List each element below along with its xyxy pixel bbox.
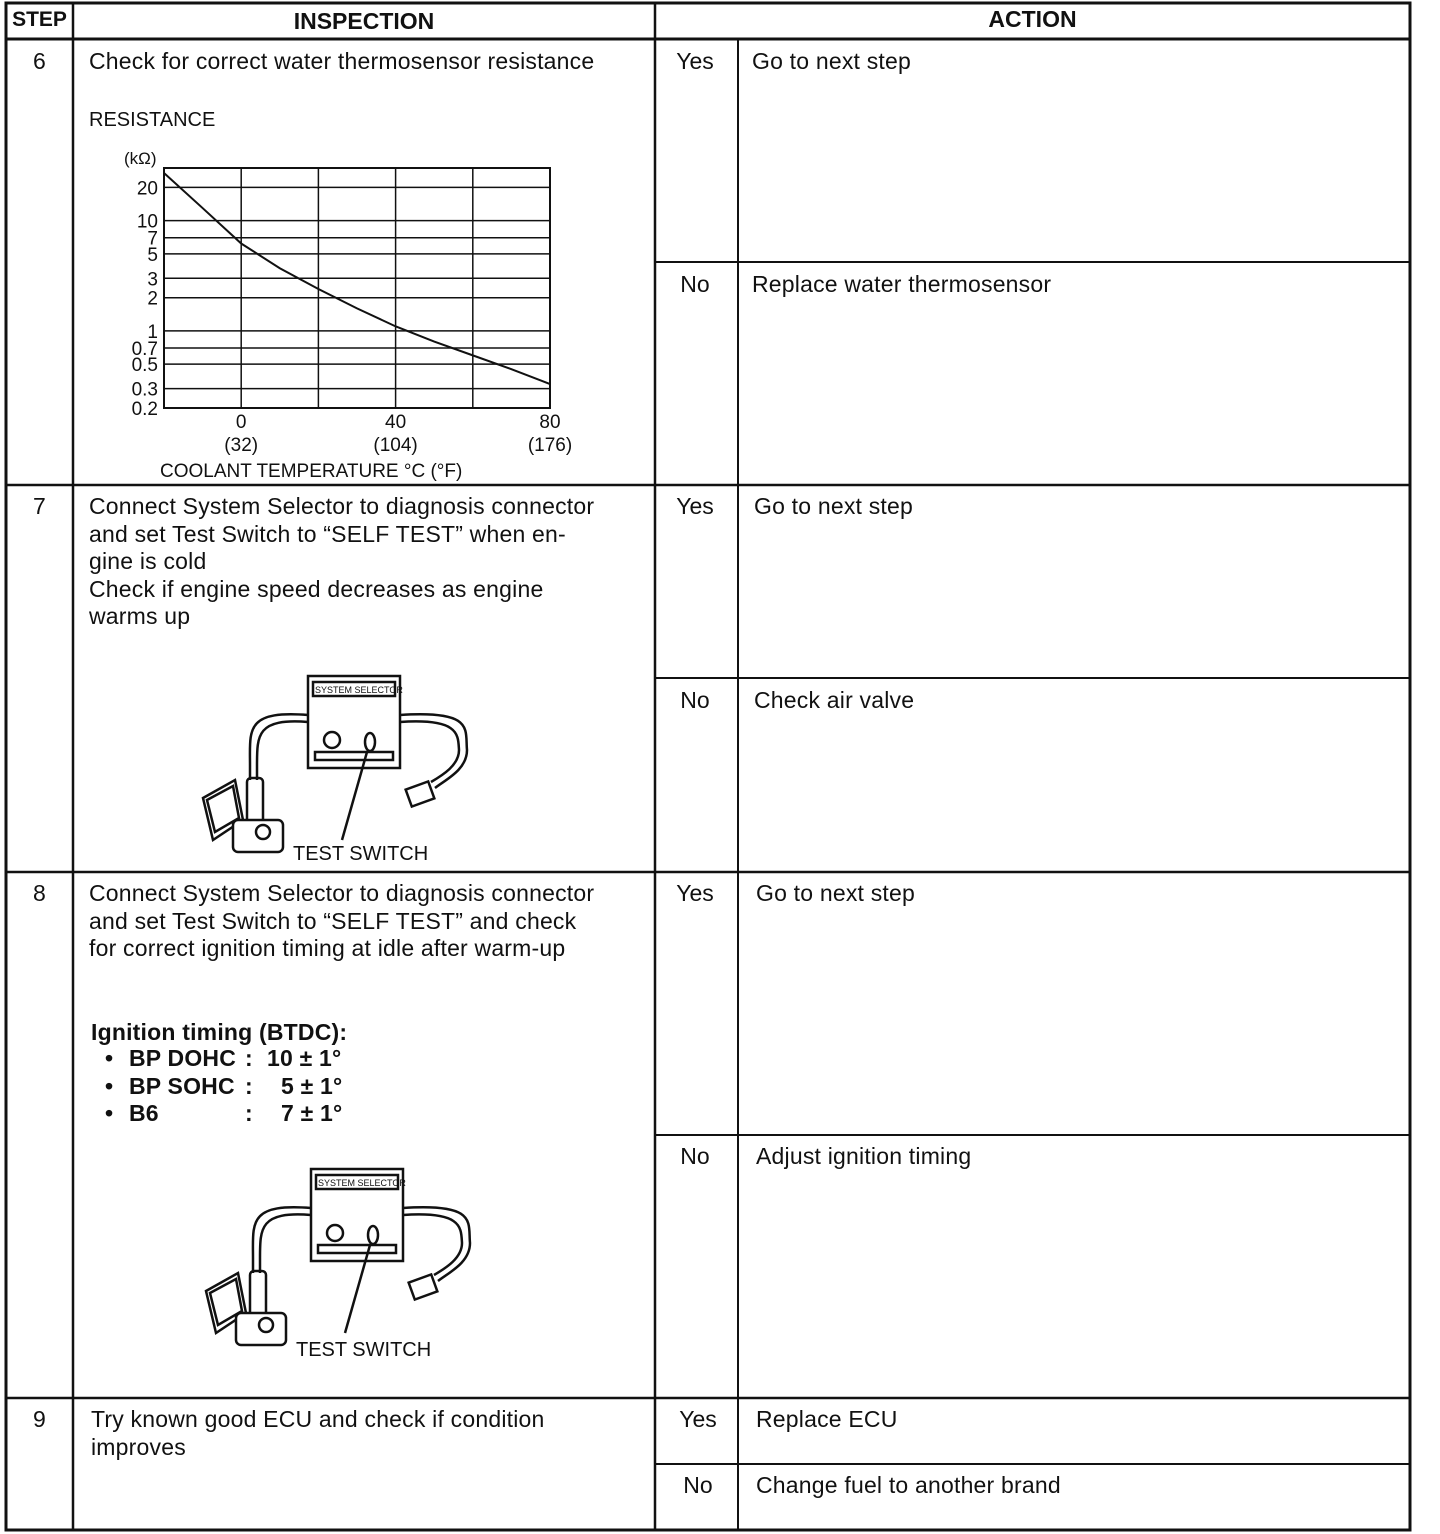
yes-action: Replace ECU: [756, 1406, 898, 1432]
timing-item: • BP SOHC : 5 ± 1°: [105, 1072, 343, 1099]
inspection-line: warms up: [89, 603, 191, 629]
no-action: Replace water thermosensor: [752, 271, 1052, 297]
timing-item: • BP DOHC : 10 ± 1°: [105, 1045, 342, 1071]
inspection-line: and set Test Switch to “SELF TEST” and check: [89, 907, 577, 934]
y-tick-label: 3: [147, 269, 158, 291]
inspection-line: for correct ignition timing at idle after warm-up: [89, 935, 566, 961]
inspection-text: [89, 493, 654, 631]
figure-label: TEST SWITCH: [293, 843, 429, 865]
chart-title: RESISTANCE: [89, 109, 216, 131]
inspection-line: Connect System Selector to diagnosis connector: [89, 880, 595, 906]
step-number: 7: [33, 493, 46, 519]
no-action: Change fuel to another brand: [756, 1472, 1061, 1498]
step-number: 9: [33, 1406, 46, 1432]
no-label: No: [680, 687, 710, 713]
y-tick-label: 2: [147, 288, 158, 310]
y-tick-label: 0.3: [131, 379, 158, 401]
y-tick-label: 5: [147, 244, 158, 266]
figure-label: TEST SWITCH: [296, 1339, 432, 1361]
timing-engine: BP DOHC: [129, 1045, 237, 1071]
y-tick-label: 0.5: [131, 355, 158, 377]
timing-engine: B6: [129, 1100, 159, 1126]
yes-label: Yes: [676, 48, 714, 74]
header-inspection: INSPECTION: [293, 8, 435, 34]
y-tick-label: 10: [136, 211, 158, 233]
resistance-chart: [100, 140, 620, 485]
yes-label: Yes: [679, 1406, 717, 1432]
timing-title: Ignition timing (BTDC):: [91, 1019, 348, 1045]
x-tick-label-f: (32): [224, 435, 259, 456]
timing-value: 10 ± 1°: [267, 1045, 342, 1071]
y-tick-label: 20: [136, 178, 158, 200]
system-selector-illustration: [198, 1163, 488, 1363]
step-number: 8: [33, 880, 46, 906]
inspection-line: and set Test Switch to “SELF TEST” when en-: [89, 520, 566, 547]
timing-engine: BP SOHC: [129, 1072, 235, 1099]
no-label: No: [683, 1472, 713, 1498]
timing-sep: :: [245, 1072, 253, 1099]
x-tick-label: 0: [235, 412, 247, 433]
inspection-line: gine is cold: [89, 548, 207, 574]
yes-action: Go to next step: [752, 48, 911, 74]
x-tick-label: 40: [385, 412, 407, 433]
x-tick-label-f: (176): [527, 435, 573, 456]
yes-action: Go to next step: [756, 880, 915, 906]
timing-list: [105, 1045, 342, 1128]
y-tick-label: 0.7: [131, 338, 158, 360]
x-axis-label: COOLANT TEMPERATURE °C (°F): [160, 461, 463, 482]
inspection-text: [91, 1406, 651, 1461]
chart-frame: [164, 168, 550, 408]
y-tick-label: 7: [147, 228, 158, 250]
no-action: Adjust ignition timing: [756, 1143, 972, 1169]
timing-value: 5 ± 1°: [281, 1072, 343, 1099]
timing-sep: :: [245, 1100, 253, 1126]
header-step: STEP: [12, 8, 67, 31]
inspection-line: Connect System Selector to diagnosis connector: [89, 493, 595, 519]
selector-box-label: SYSTEM SELECTOR: [318, 1178, 406, 1188]
selector-box-label: SYSTEM SELECTOR: [315, 685, 403, 695]
step-number: 6: [33, 48, 46, 74]
timing-item: • B6 : 7 ± 1°: [105, 1100, 343, 1126]
yes-label: Yes: [676, 493, 714, 519]
inspection-line: Try known good ECU and check if condition: [91, 1406, 545, 1432]
inspection-line: improves: [91, 1433, 186, 1460]
y-tick-label: 0.2: [131, 399, 158, 420]
x-tick-label-f: (104): [373, 435, 418, 456]
inspection-text: [89, 880, 654, 963]
no-action: Check air valve: [754, 687, 915, 713]
no-label: No: [680, 271, 710, 297]
y-tick-label: 1: [147, 321, 158, 343]
y-axis-label: (kΩ): [124, 149, 157, 168]
inspection-line: Check if engine speed decreases as engine: [89, 575, 544, 602]
yes-action: Go to next step: [754, 493, 913, 519]
no-label: No: [680, 1143, 710, 1169]
inspection-text: Check for correct water thermosensor resistance: [89, 48, 595, 74]
x-tick-label: 80: [539, 412, 561, 433]
yes-label: Yes: [676, 880, 714, 906]
timing-sep: :: [245, 1045, 253, 1071]
header-action: ACTION: [988, 6, 1077, 32]
system-selector-illustration: [195, 670, 485, 870]
timing-value: 7 ± 1°: [281, 1100, 343, 1126]
